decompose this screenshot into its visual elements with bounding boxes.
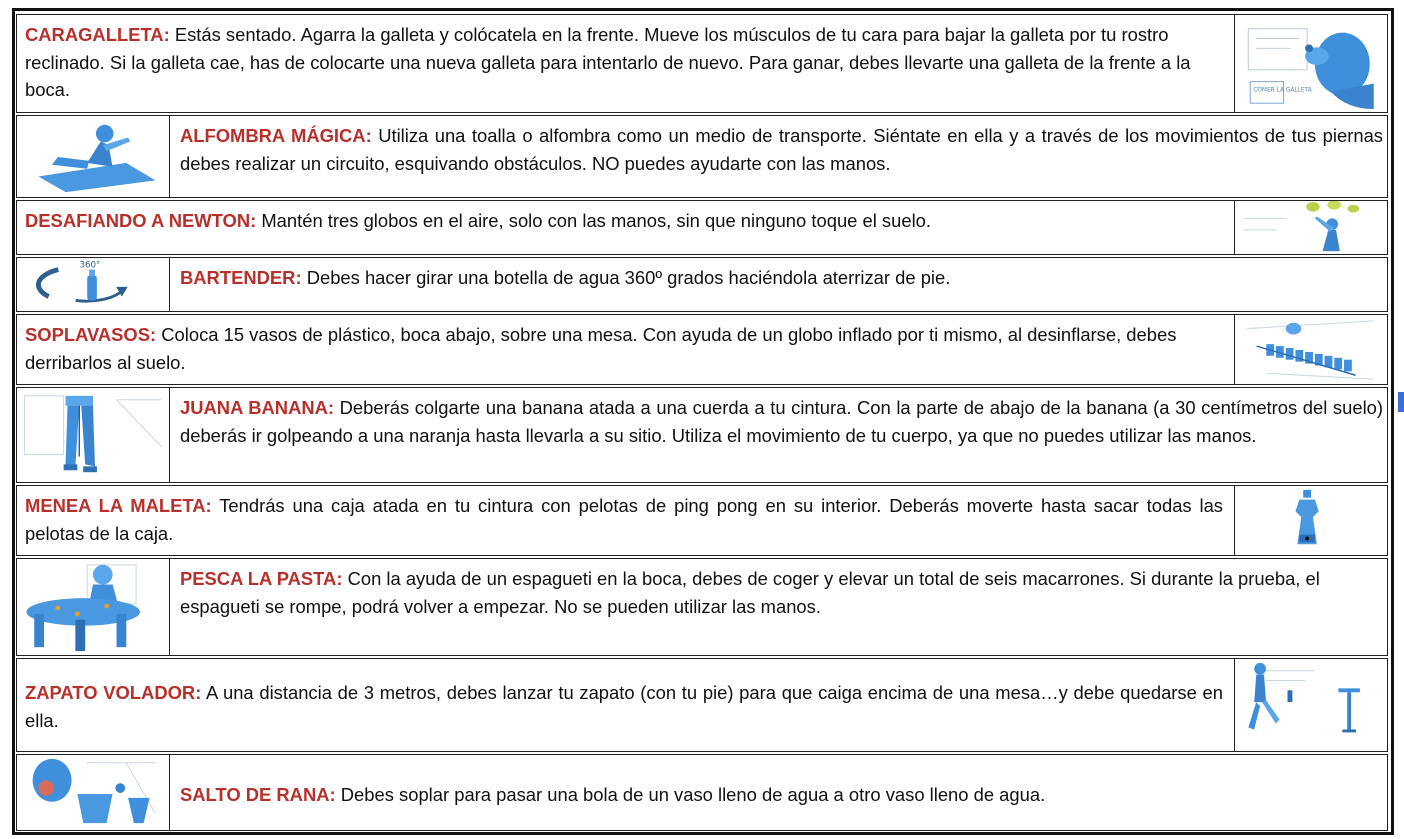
challenge-row-desafiando-a-newton	[16, 200, 1388, 255]
challenge-title: JUANA BANANA:	[180, 397, 335, 418]
challenge-description: Coloca 15 vasos de plástico, boca abajo, sobre una mesa. Con ayuda de un globo inflado por ti mismo, al desinflarse, debes derribarlos al suelo.	[25, 324, 1177, 373]
challenge-title: MENEA LA MALETA:	[25, 495, 212, 516]
challenge-description: Tendrás una caja atada en tu cintura con pelotas de ping pong en su interior. Deberás moverte hasta sacar todas las pelotas de la caja.	[25, 495, 1223, 544]
edge-marker	[1398, 392, 1404, 412]
table-figure-icon	[17, 559, 170, 655]
challenge-title: DESAFIANDO A NEWTON:	[25, 210, 257, 231]
challenge-row-pesca-la-pasta	[16, 558, 1388, 656]
figure-balloons-icon	[1234, 201, 1387, 254]
challenge-title: BARTENDER:	[180, 267, 302, 288]
challenge-description: Utiliza una toalla o alfombra como un medio de transporte. Siéntate en ella y a través de los movimientos de tus piernas debes realizar un circuito, esquivando obstáculos. NO puedes ayudarte con las manos.	[180, 125, 1383, 174]
challenge-row-caragalleta	[16, 14, 1388, 113]
kicking-figure-table-icon	[1234, 659, 1387, 751]
challenge-row-soplavasos	[16, 314, 1388, 385]
challenge-description: Con la ayuda de un espagueti en la boca, debes de coger y elevar un total de seis macarrones. Si durante la prueba, el espagueti se rompe, podrá volver a empezar. No se pueden utilizar las manos.	[180, 568, 1320, 617]
challenge-title: CARAGALLETA:	[25, 24, 170, 45]
challenge-description: Debes soplar para pasar una bola de un vaso lleno de agua a otro vaso lleno de agua.	[335, 784, 1046, 805]
challenge-description: Mantén tres globos en el aire, solo con las manos, sin que ninguno toque el suelo.	[256, 210, 932, 231]
challenge-row-bartender	[16, 257, 1388, 312]
challenge-title: PESCA LA PASTA:	[180, 568, 343, 589]
challenge-description: A una distancia de 3 metros, debes lanzar tu zapato (con tu pie) para que caiga encima de una mesa…y debe quedarse en ella.	[25, 682, 1223, 731]
challenge-description: Estás sentado. Agarra la galleta y colócatela en la frente. Mueve los músculos de tu cara para bajar la galleta por tu rostro reclinado. Si la galleta cae, has de colocarte una nueva galleta para intentarlo de nuevo. Para ganar, debes llevarte una galleta de la frente a la boca.	[25, 24, 1191, 100]
challenge-row-menea-la-maleta	[16, 485, 1388, 556]
head-cups-icon	[17, 755, 170, 830]
cups-row-icon	[1234, 315, 1387, 384]
face-cookie-icon	[1234, 15, 1387, 112]
challenge-row-salto-de-rana	[16, 754, 1388, 831]
challenge-title: SOPLAVASOS:	[25, 324, 157, 345]
challenge-row-alfombra-magica	[16, 115, 1388, 198]
challenge-description: Debes hacer girar una botella de agua 360º grados haciéndola aterrizar de pie.	[301, 267, 951, 288]
image-caption: COMER LA GALLETA	[1253, 87, 1312, 94]
legs-figure-icon	[17, 388, 170, 482]
image-caption: 360°	[79, 260, 101, 271]
bottle-rotation-icon	[17, 258, 170, 311]
seated-figure-carpet-icon	[17, 116, 170, 197]
challenge-title: SALTO DE RANA:	[180, 784, 336, 805]
challenge-row-zapato-volador	[16, 658, 1388, 752]
challenge-description: Deberás colgarte una banana atada a una cuerda a tu cintura. Con la parte de abajo de la banana (a 30 centímetros del suelo) deberás ir golpeando a una naranja hasta llevarla a su sitio. Utiliza el movimiento de tu cuerpo, ya que no puedes utilizar las manos.	[180, 397, 1384, 446]
torso-box-icon	[1234, 486, 1387, 555]
challenge-title: ALFOMBRA MÁGICA:	[180, 125, 372, 146]
challenge-title: ZAPATO VOLADOR:	[25, 682, 202, 703]
challenge-row-juana-banana	[16, 387, 1388, 483]
